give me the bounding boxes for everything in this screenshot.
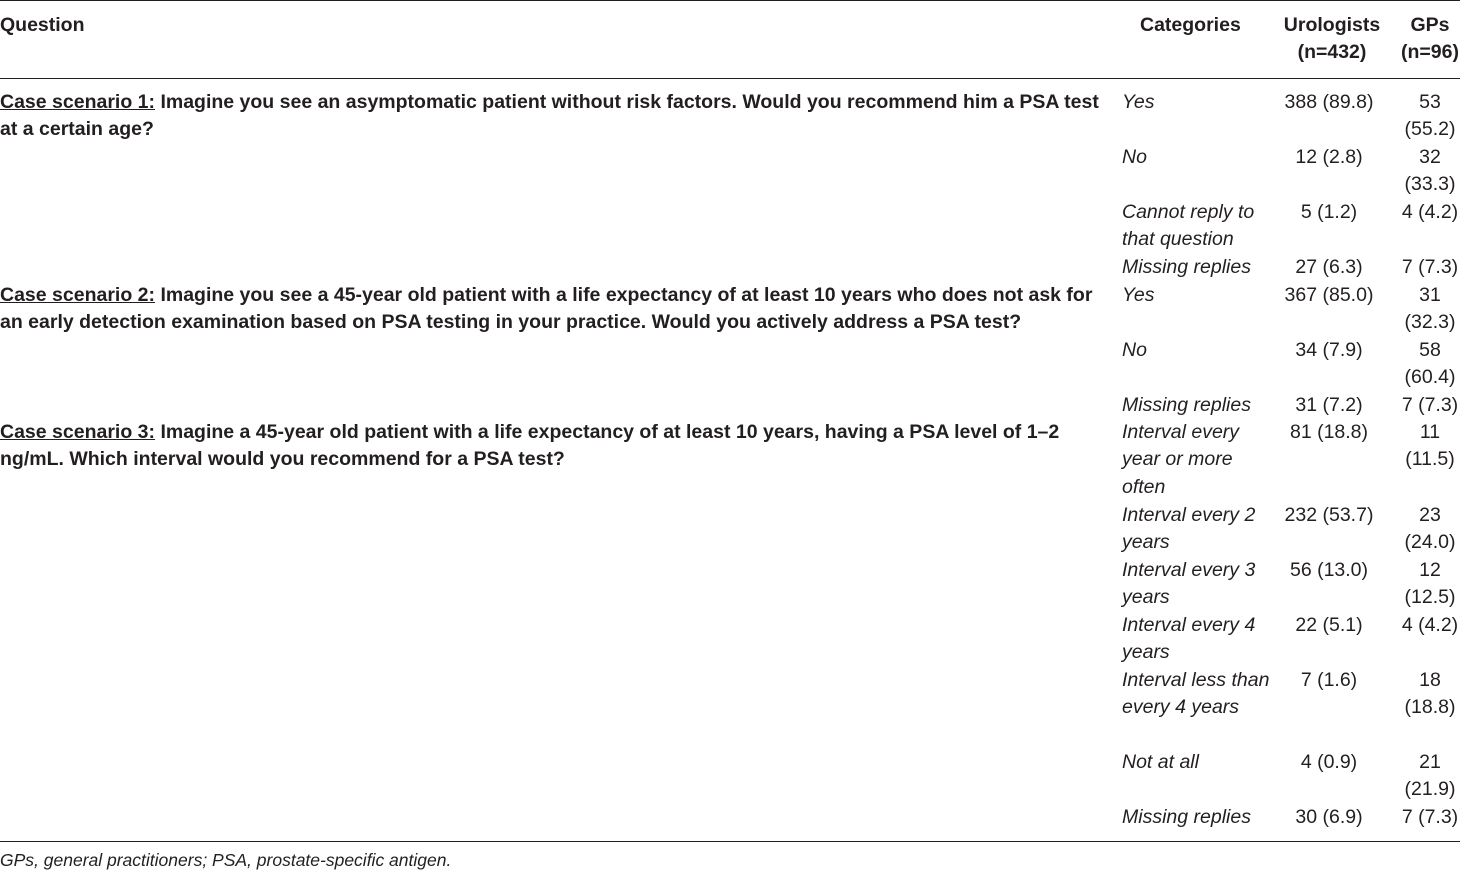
urologists-cell: 4 (0.9) [1300,751,1358,773]
header-gps-n: (n=96) [1401,41,1459,64]
scenario-label: Case scenario 3: [0,421,156,443]
header-question: Question [0,14,85,36]
gps-cell: 12 (12.5) [1404,559,1456,609]
category-cell: Interval every 3 years [1122,559,1256,609]
category-cell: Interval less than every 4 years [1122,669,1270,719]
category-cell: No [1122,339,1147,361]
category-cell: No [1122,146,1147,168]
scenario-text: Imagine you see an asymptomatic patient without risk factors. Would you recommend him a PSA test at a certain age? [0,91,1099,141]
urologists-cell: 31 (7.2) [1295,394,1363,416]
header-rule [0,78,1460,79]
gps-cell: 32 (33.3) [1404,146,1456,196]
category-cell: Missing replies [1122,806,1251,828]
category-cell: Yes [1122,91,1155,113]
table-footnote: GPs, general practitioners; PSA, prostate-specific antigen. [0,850,452,870]
gps-cell: 4 (4.2) [1401,614,1459,636]
urologists-cell: 5 (1.2) [1300,201,1358,223]
category-cell: Not at all [1122,751,1199,773]
gps-cell: 31 (32.3) [1404,284,1456,334]
category-cell: Yes [1122,284,1155,306]
header-urologists-n: (n=432) [1297,41,1367,64]
question-scenario-2 [0,282,1110,337]
header-urologists [1276,12,1388,67]
urologists-cell: 232 (53.7) [1284,504,1374,526]
gps-cell: 7 (7.3) [1401,394,1459,416]
gps-cell: 53 (55.2) [1404,91,1456,141]
gps-cell: 7 (7.3) [1401,806,1459,828]
scenario-label: Case scenario 2: [0,284,156,306]
category-cell: Missing replies [1122,394,1251,416]
scenario-text: Imagine a 45-year old patient with a life expectancy of at least 10 years, having a PSA level of 1–2 ng/mL. Which interval would you recommend for a PSA test? [0,421,1060,471]
urologists-cell: 388 (89.8) [1284,91,1374,113]
question-scenario-1 [0,89,1110,144]
scenario-text: Imagine you see a 45-year old patient with a life expectancy of at least 10 years who does not ask for an early detection examination based on PSA testing in your practice. Would you actively address a PSA test? [0,284,1093,334]
urologists-cell: 367 (85.0) [1284,284,1374,306]
urologists-cell: 81 (18.8) [1289,421,1369,443]
header-gps [1398,12,1460,67]
gps-cell: 7 (7.3) [1401,256,1459,278]
category-cell: Missing replies [1122,256,1251,278]
gps-cell: 23 (24.0) [1404,504,1456,554]
category-cell: Interval every year or more often [1122,421,1240,498]
gps-cell: 58 (60.4) [1404,339,1456,389]
header-categories: Categories [1140,14,1241,36]
urologists-cell: 34 (7.9) [1295,339,1363,361]
header-gps-label: GPs [1410,14,1450,36]
gps-cell: 18 (18.8) [1404,669,1456,719]
table-bottom-rule [0,841,1460,842]
gps-cell: 21 (21.9) [1404,751,1456,801]
gps-cell: 4 (4.2) [1401,201,1459,223]
header-urologists-label: Urologists [1283,14,1381,36]
urologists-cell: 27 (6.3) [1295,256,1363,278]
scenario-label: Case scenario 1: [0,91,156,113]
gps-cell: 11 (11.5) [1405,421,1455,471]
urologists-cell: 56 (13.0) [1289,559,1369,581]
category-cell: Cannot reply to that question [1122,201,1255,251]
urologists-cell: 22 (5.1) [1295,614,1363,636]
question-scenario-3 [0,419,1110,474]
category-cell: Interval every 2 years [1122,504,1256,554]
urologists-cell: 7 (1.6) [1300,669,1358,691]
urologists-cell: 30 (6.9) [1295,806,1363,828]
table-top-rule [0,0,1460,1]
urologists-cell: 12 (2.8) [1295,146,1363,168]
category-cell: Interval every 4 years [1122,614,1256,664]
